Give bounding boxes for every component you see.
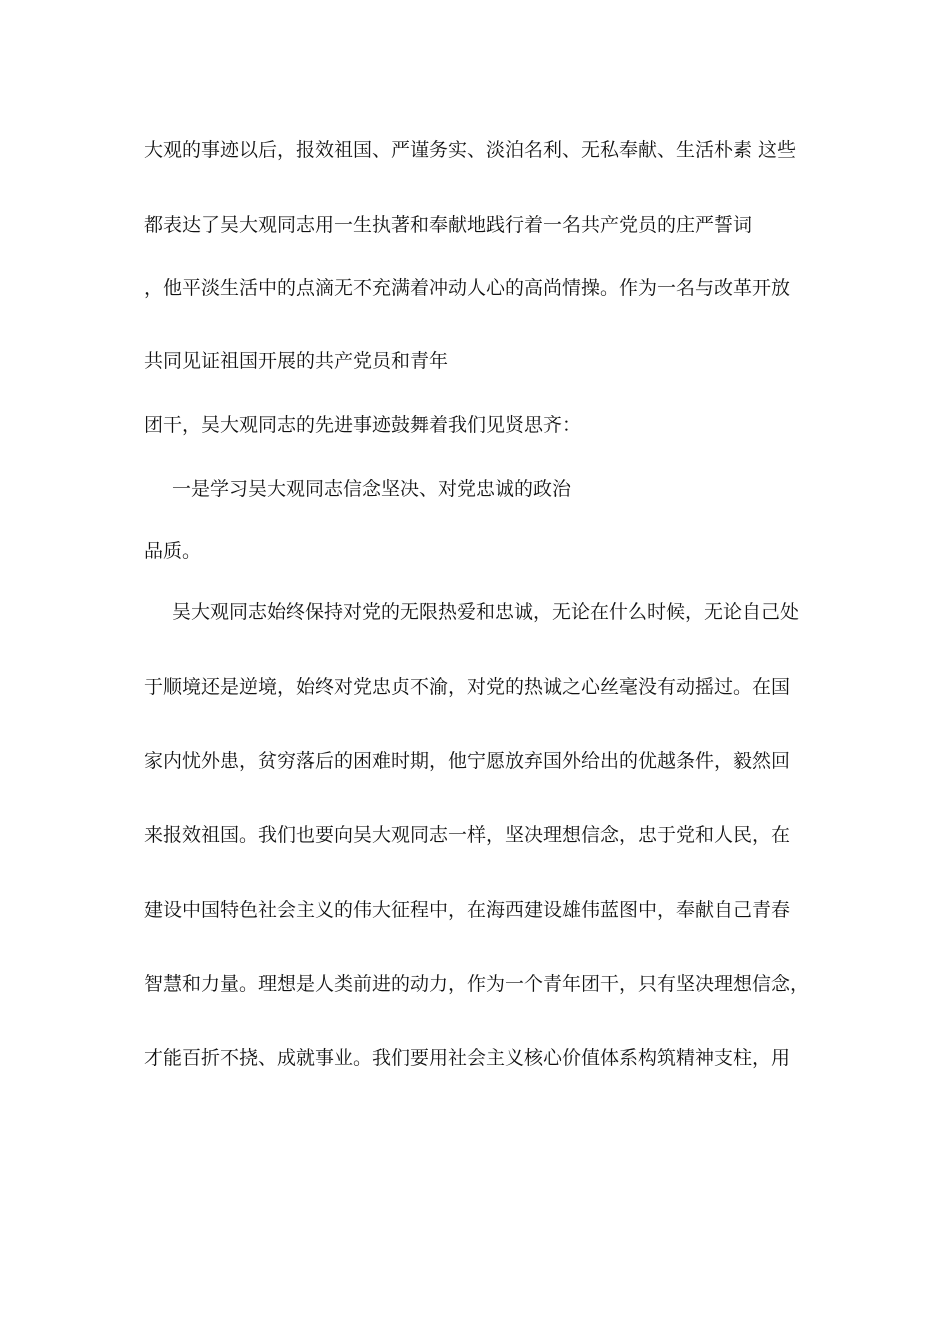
text-line: 团干，吴大观同志的先进事迹鼓舞着我们见贤思齐： (144, 414, 582, 436)
text-line: 共同见证祖国开展的共产党员和青年 (144, 350, 449, 372)
text-line: 大观的事迹以后，报效祖国、严谨务实、淡泊名利、无私奉献、生活朴素 这些 (144, 139, 797, 161)
section-heading: 一是学习吴大观同志信念坚决、对党忠诚的政治 (172, 478, 572, 500)
text-line: 智慧和力量。理想是人类前进的动力，作为一个青年团干，只有坚决理想信念， (144, 973, 810, 995)
text-line: 于顺境还是逆境，始终对党忠贞不渝，对党的热诚之心丝毫没有动摇过。在国 (144, 676, 791, 698)
paragraph-start: 吴大观同志始终保持对党的无限热爱和忠诚，无论在什么时候，无论自己处 (172, 601, 800, 623)
text-line: 都表达了吴大观同志用一生执著和奉献地践行着一名共产党员的庄严誓词 (144, 214, 753, 236)
text-line: 品质。 (144, 540, 202, 562)
text-line: 建设中国特色社会主义的伟大征程中，在海西建设雄伟蓝图中，奉献自己青春 (144, 899, 791, 921)
text-line: 来报效祖国。我们也要向吴大观同志一样，坚决理想信念，忠于党和人民，在 (144, 824, 791, 846)
text-line: 家内忧外患，贫穷落后的困难时期，他宁愿放弃国外给出的优越条件，毅然回 (144, 750, 791, 772)
text-line: 才能百折不挠、成就事业。我们要用社会主义核心价值体系构筑精神支柱，用 (144, 1047, 791, 1069)
text-line: ，他平淡生活中的点滴无不充满着冲动人心的高尚情操。作为一名与改革开放 (144, 277, 791, 299)
